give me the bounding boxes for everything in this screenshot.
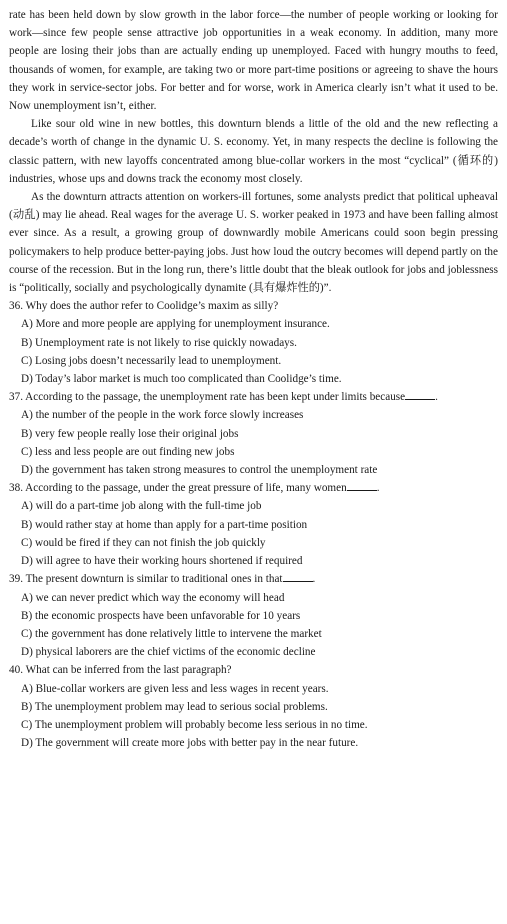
question-stem: 39. The present downturn is similar to traditional ones in that . (9, 573, 316, 586)
option-d: D) physical laborers are the chief victims of the economic decline (21, 646, 316, 659)
option-a: A) the number of the people in the work force slowly increases (21, 409, 304, 422)
question-39 (9, 570, 498, 661)
document-page (9, 6, 498, 752)
option-a: A) Blue-collar workers are given less and less wages in recent years. (21, 682, 329, 695)
question-38 (9, 479, 498, 570)
option-a: A) we can never predict which way the economy will head (21, 591, 285, 604)
option-b: B) the economic prospects have been unfavorable for 10 years (21, 609, 301, 622)
option-a: A) will do a part-time job along with the full-time job (21, 500, 262, 513)
question-36 (9, 297, 498, 388)
question-stem: 36. Why does the author refer to Coolidge’s maxim as silly? (9, 300, 279, 313)
option-c: C) Losing jobs doesn’t necessarily lead to unemployment. (21, 354, 282, 367)
option-b: B) would rather stay at home than apply for a part-time position (21, 518, 308, 531)
option-d: D) will agree to have their working hours shortened if required (21, 555, 303, 568)
answer-blank (283, 571, 313, 582)
question-stem: 40. What can be inferred from the last paragraph? (9, 664, 232, 677)
passage-paragraph-1: rate has been held down by slow growth in the labor force—the number of people working or looking for work—since few people sense attractive job opportunities in a weak economy. In addition, many more people are losing their jobs than are actually ending up unemployed. Faced with hungry mouths to feed, thousands of women, for example, are taking two or more part-time positions or agreeing to shave the hours they work in service-sector jobs. For better and for worse, work in America clearly isn’t what it used to be. Now unemployment isn’t, either. (9, 9, 498, 113)
option-d: D) The government will create more jobs with better pay in the near future. (21, 737, 359, 750)
passage-paragraph-2: Like sour old wine in new bottles, this downturn blends a little of the old and the new reflecting a decade’s worth of change in the dynamic U. S. economy. Yet, in many respects the decline is following the classic pattern, with new layoffs concentrated among blue-collar workers in the most “cyclical” (循环的) industries, whose ups and downs track the economy most closely. (9, 118, 498, 185)
question-stem: 37. According to the passage, the unemployment rate has been kept under limits because . (9, 391, 438, 404)
answer-blank (347, 480, 377, 491)
option-d: D) Today’s labor market is much too complicated than Coolidge’s time. (21, 373, 342, 386)
option-d: D) the government has taken strong measures to control the unemployment rate (21, 464, 378, 477)
question-37 (9, 388, 498, 479)
option-a: A) More and more people are applying for unemployment insurance. (21, 318, 330, 331)
question-stem: 38. According to the passage, under the great pressure of life, many women . (9, 482, 380, 495)
question-40 (9, 661, 498, 752)
option-b: B) very few people really lose their original jobs (21, 427, 239, 440)
watermark: ​ (90, 300, 159, 389)
option-c: C) the government has done relatively little to intervene the market (21, 627, 322, 640)
option-b: B) Unemployment rate is not likely to rise quickly nowadays. (21, 336, 297, 349)
answer-blank (405, 389, 435, 400)
option-c: C) less and less people are out finding new jobs (21, 445, 235, 458)
option-c: C) The unemployment problem will probably become less serious in no time. (21, 718, 368, 731)
passage-paragraph-3: As the downturn attracts attention on workers-ill fortunes, some analysts predict that political upheaval (动乱) may lie ahead. Real wages for the average U. S. worker peaked in 1973 and have been falling almost ever since. As a result, a growing group of downwardly mobile Americans could soon begin pressing policymakers to help produce better-paying jobs. Just how loud the outcry becomes will depend partly on the course of the recession. But in the long run, there’s little doubt that the bleak outlook for jobs and joblessness is “politically, socially and psychologically dynamite (具有爆炸性的)”. (9, 191, 498, 295)
option-c: C) would be fired if they can not finish the job quickly (21, 536, 266, 549)
option-b: B) The unemployment problem may lead to serious social problems. (21, 700, 328, 713)
